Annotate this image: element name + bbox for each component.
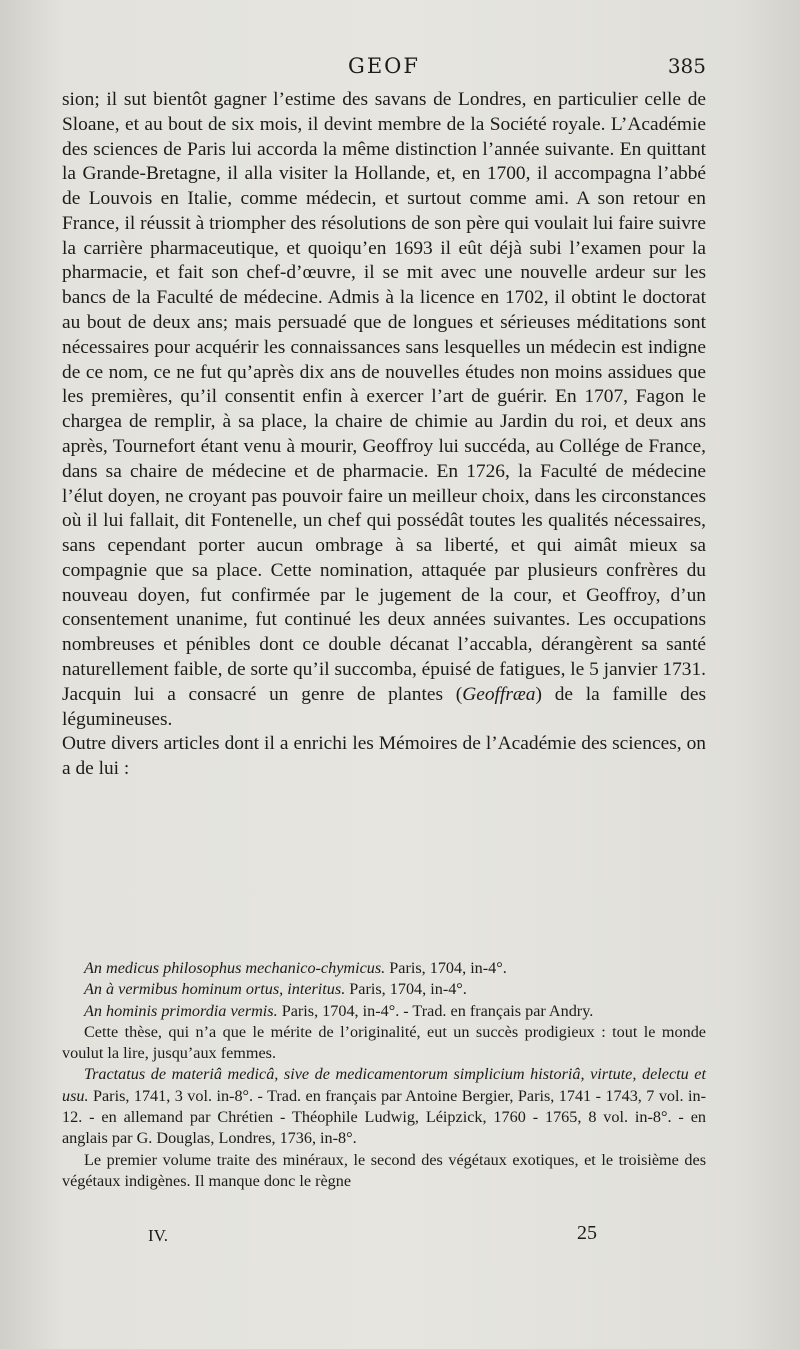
- bibliography-note: [62, 1022, 706, 1065]
- note-text: Le premier volume traite des minéraux, le second des végétaux exotiques, et le troisième des végétaux indigènes. Il manque donc le règne: [62, 1150, 706, 1190]
- bibliography-note: [62, 1150, 706, 1193]
- sheet-number: 25: [577, 1222, 597, 1244]
- work-title: Tractatus de materiâ medicâ, sive de medicamentorum simplicium historiâ, virtute, delectu et usu.: [62, 1065, 706, 1105]
- body-paragraph-intro: Outre divers articles dont il a enrichi les Mémoires de l’Académie des sciences, on a de lui :: [62, 733, 706, 780]
- signature-mark: IV.: [148, 1226, 168, 1245]
- note-text: Cette thèse, qui n’a que le mérite de l’originalité, eut un succès prodigieux : tout le monde voulut la lire, jusqu’aux femmes.: [62, 1022, 706, 1063]
- running-head: GEOF: [348, 54, 420, 78]
- paragraph-text: sion; il sut bientôt gagner l’estime des savans de Londres, en particulier celle de Sloane, et au bout de six mois, il devint membre de la Société royale. L’Académie des sciences de Paris lui accorda la même distinction l’année suivante. En quittant la Grande-Bretagne, il alla visiter la Hollande, et, en 1700, il accompagna l’abbé de Louvois en Italie, comme médecin, et surtout comme ami. A son retour en France, il réussit à triompher des résolutions de son père qui voulait lui faire suivre la carrière pharmaceutique, et quoiqu’en 1693 il eût déjà subi l’examen pour la pharmacie, et fait son chef-d’œuvre, il se mit avec une nouvelle ardeur sur les bancs de la Faculté de médecine. Admis à la licence en 1702, il obtint le doctorat au bout de deux ans; mais persuadé que de longues et sérieuses méditations sont nécessaires pour acquérir les connaissances sans lesquelles un médecin est indigne de ce nom, ce ne fut qu’après dix ans de nouvelles études non moins assidues que les premières, qu’il consentit enfin à exercer l’art de guérir. En 1707, Fagon le chargea de remplir, à sa place, la chaire de chimie au Jardin du roi, et deux ans après, Tournefort étant venu à mourir, Geoffroy lui succéda, au Collége de France, dans sa chaire de médecine et de pharmacie. En 1726, la Faculté de médecine l’élut doyen, ne croyant pas pouvoir faire un meilleur choix, dans les circonstances où il lui fallait, dit Fontenelle, un chef qui possédât toutes les qualités nécessaires, sans cependant porter aucun ombrage à sa liberté, et qui aimât mieux sa compagnie que sa place. Cette nomination, attaquée par plusieurs confrères du nouveau doyen, fut confirmée par le jugement de la cour, et Geoffroy, d’un consentement unanime, fut continué les deux années suivantes. Les occupations nombreuses et pénibles dont ce double décanat l’accabla, dérangèrent sa santé naturellement faible, de sorte qu’il succomba, épuisé de fatigues, le 5 janvier 1731. Jacquin lui a consacré un genre de plantes (: [62, 89, 706, 705]
- work-details: Paris, 1741, 3 vol. in-8°. - Trad. en français par Antoine Bergier, Paris, 1741 - 1743, 7 vol. in-12. - en allemand par Chrétien - Théophile Ludwig, Léipzick, 1760 - 1765, 8 vol. in-8°. - en anglais par G. Douglas, Londres, 1736, in-8°.: [62, 1086, 706, 1148]
- work-details: Paris, 1704, in-4°.: [345, 980, 467, 999]
- page-header: [62, 54, 706, 84]
- bibliography-entry: [62, 958, 706, 979]
- work-details: Paris, 1704, in-4°. - Trad. en français par Andry.: [277, 1001, 594, 1020]
- genus-name: Geoffræa: [462, 683, 536, 705]
- work-title: An hominis primordia vermis.: [84, 1001, 278, 1020]
- bibliography: [62, 958, 706, 1192]
- main-text: [62, 88, 706, 782]
- bibliography-entry: [62, 1064, 706, 1149]
- bibliography-entry: [62, 979, 706, 1000]
- bibliography-entry: [62, 1001, 706, 1022]
- work-title: An medicus philosophus mechanico-chymicus.: [84, 959, 386, 977]
- work-details: Paris, 1704, in-4°.: [385, 959, 507, 977]
- body-paragraph: [62, 88, 706, 732]
- paragraph-text-end: ) de la famille des légumineuses.: [62, 683, 706, 730]
- page-number: 385: [667, 54, 706, 78]
- work-title: An à vermibus hominum ortus, interitus.: [84, 980, 346, 999]
